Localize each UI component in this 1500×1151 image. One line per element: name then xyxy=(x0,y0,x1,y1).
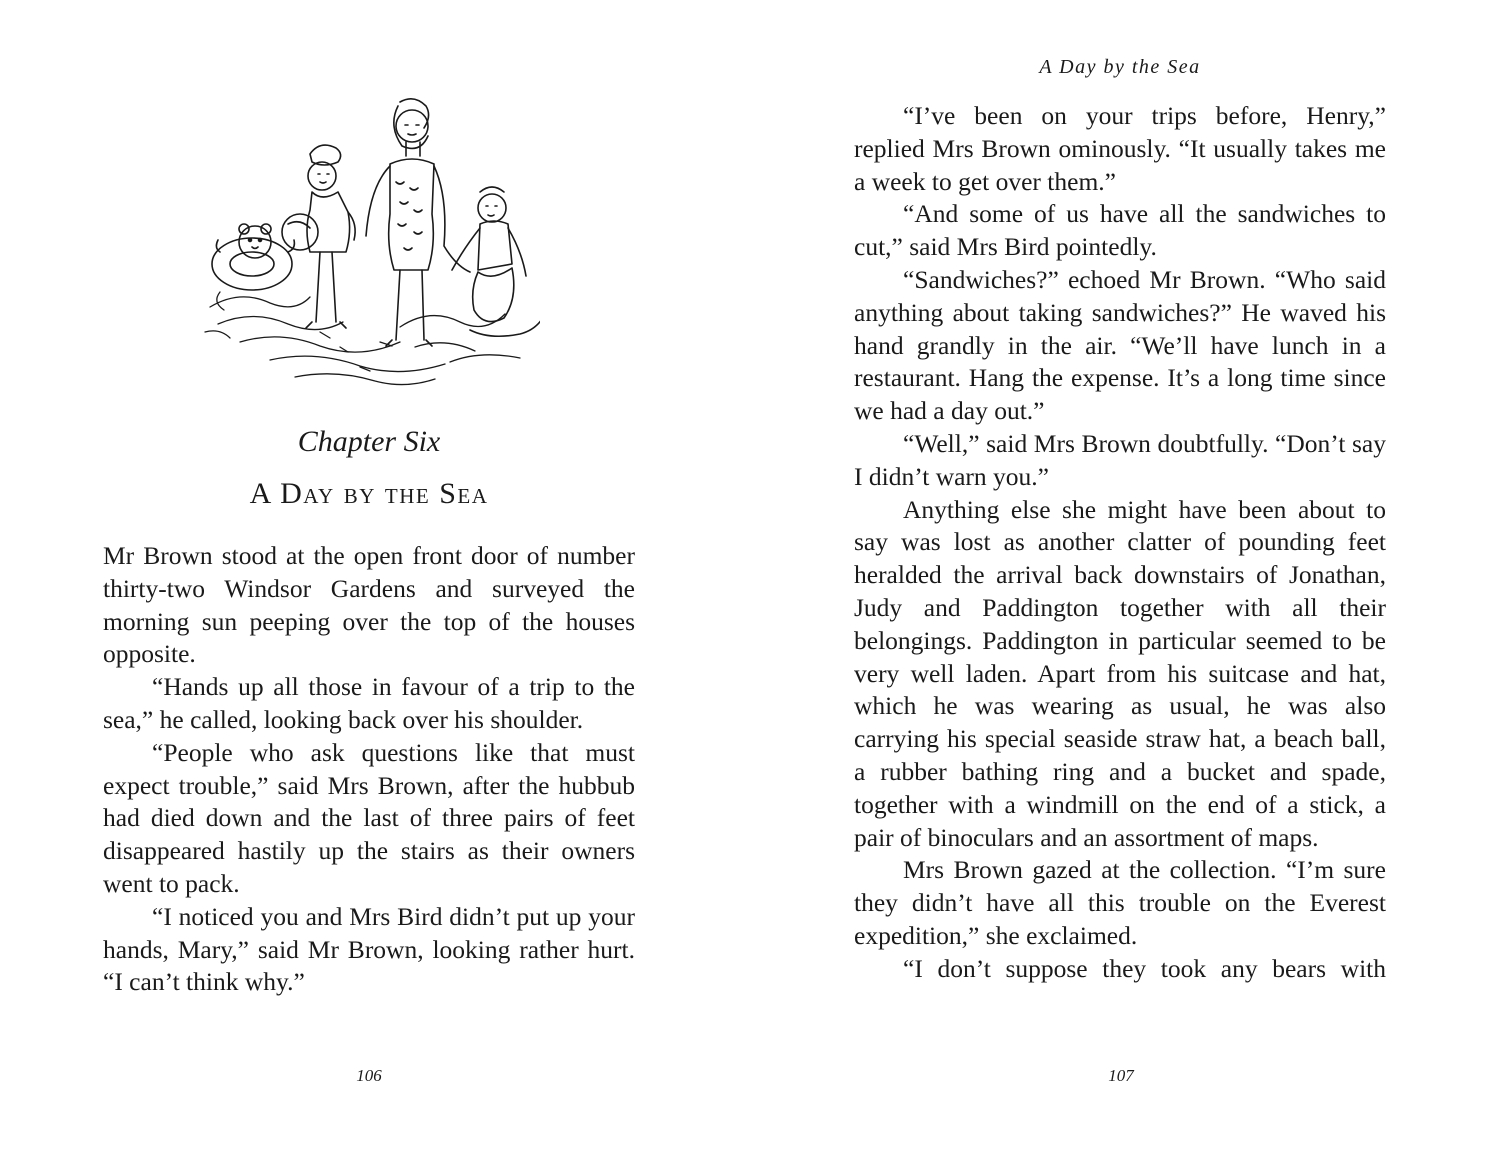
girl-with-ball-drawing xyxy=(282,145,355,328)
paragraph: “I don’t suppose they took any bears with xyxy=(903,953,1386,983)
right-page-body xyxy=(854,100,1386,986)
paragraph: “Hands up all those in favour of a trip to the sea,” he called, looking back over his shoulder. xyxy=(103,672,635,734)
paragraph: “And some of us have all the sandwiches to cut,” said Mrs Bird pointedly. xyxy=(854,199,1386,262)
paragraph: “I’ve been on your trips before, Henry,” replied Mrs Brown ominously. “It usually takes me a week to get over them.” xyxy=(854,101,1386,196)
paragraph: “I noticed you and Mrs Bird didn’t put up your hands, Mary,” said Mr Brown, looking rather hurt. “I can’t think why.” xyxy=(103,901,635,997)
paragraph: “People who ask questions like that must expect trouble,” said Mrs Brown, after the hubbub had died down and the last of three pairs of feet disappeared hastily up the stairs as their owners went to pack. xyxy=(103,737,635,898)
chapter-title: A Day by the Sea xyxy=(249,477,489,510)
beach-scene-illustration xyxy=(200,92,540,397)
right-page xyxy=(750,0,1500,1151)
page-number: 106 xyxy=(356,1066,382,1085)
paragraph: “Well,” said Mrs Brown doubtfully. “Don’t say I didn’t warn you.” xyxy=(854,428,1386,491)
boy-drawing xyxy=(452,187,540,336)
paragraph: Mrs Brown gazed at the collection. “I’m sure they didn’t have all this trouble on the Everest expedition,” she exclaimed. xyxy=(854,855,1386,950)
chapter-number: Chapter Six xyxy=(297,425,441,458)
page-number: 107 xyxy=(1108,1066,1134,1085)
left-page-body xyxy=(103,540,635,999)
running-head: A Day by the Sea xyxy=(1039,56,1201,78)
tall-girl-drawing xyxy=(366,99,470,346)
paragraph: “Sandwiches?” echoed Mr Brown. “Who said anything about taking sandwiches?” He waved his hand grandly in the air. “We’ll have lunch in a restaurant. Hang the expense. It’s a long time since we had a day out.” xyxy=(854,264,1386,426)
paragraph: Mr Brown stood at the open front door of number thirty-two Windsor Gardens and surveyed the morning sun peeping over the top of the houses opposite. xyxy=(103,541,635,669)
paragraph: Anything else she might have been about to say was lost as another clatter of pounding feet heralded the arrival back downstairs of Jonathan, Judy and Paddington together with all their belongings. Paddington in particular seemed to be very well laden. Apart from his suitcase and hat, which he was wearing as usual, he was also carrying his special seaside straw hat, a beach ball, a rubber bathing ring and a bucket and spade, together with a windmill on the end of a stick, a pair of binoculars and an assortment of maps. xyxy=(854,494,1386,852)
